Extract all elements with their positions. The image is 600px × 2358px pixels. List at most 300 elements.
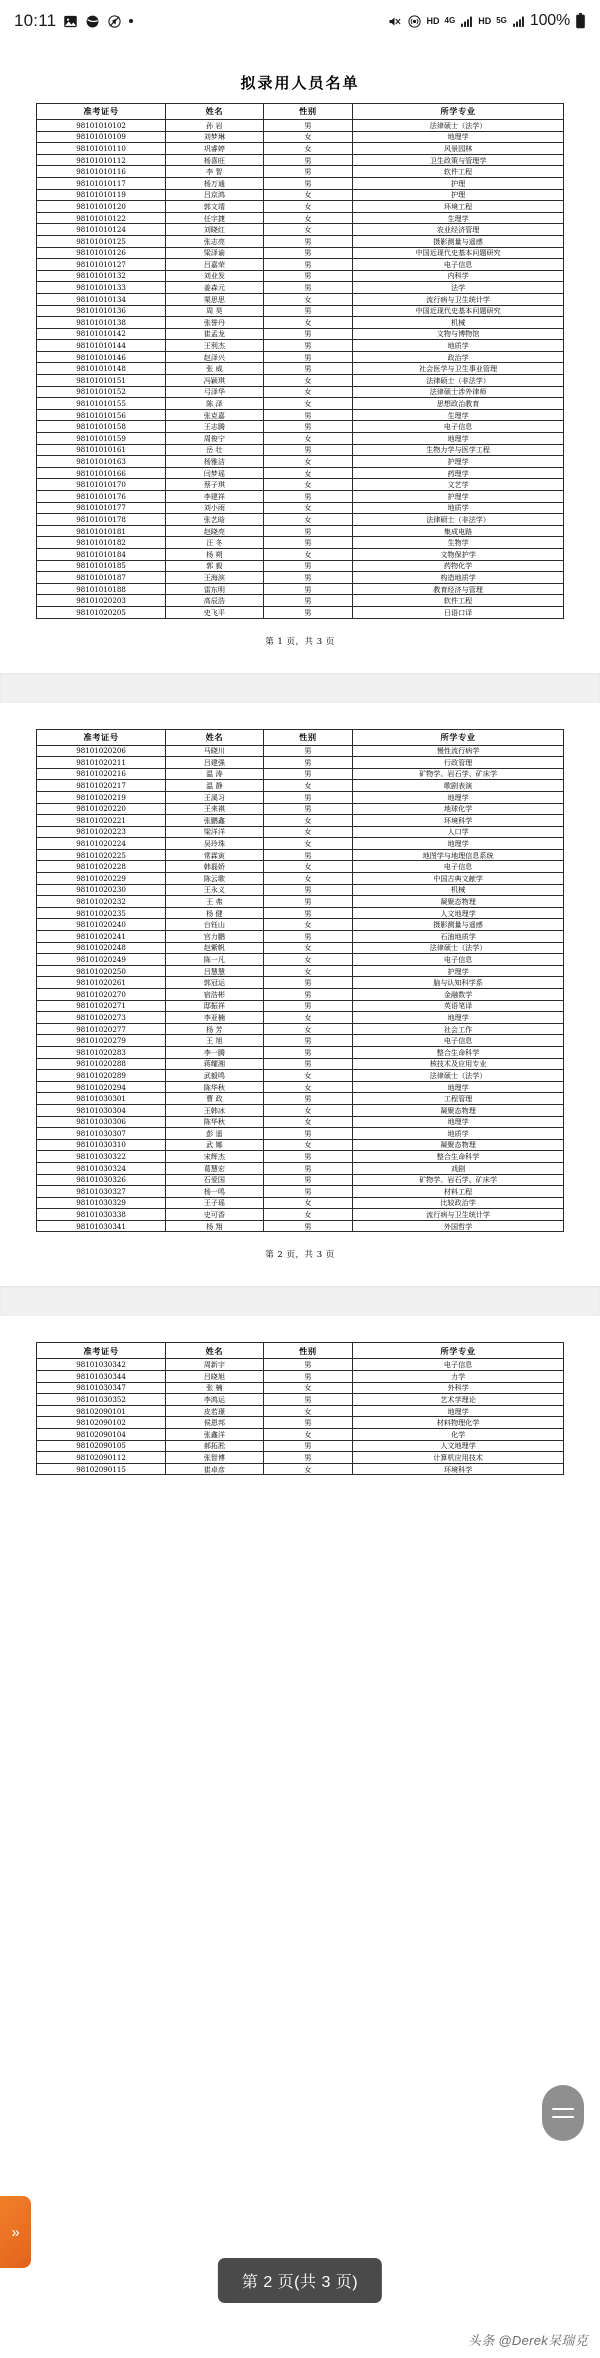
applicant-exam-id: 98101010152	[37, 386, 166, 398]
table-row	[37, 1058, 564, 1070]
table-row	[37, 456, 564, 468]
table-row	[37, 1174, 564, 1186]
applicant-major: 生物学	[353, 537, 564, 549]
applicant-name: 王永义	[166, 884, 263, 896]
table-row	[37, 757, 564, 769]
table-row	[37, 1035, 564, 1047]
table-row	[37, 259, 564, 271]
applicant-major: 计算机应用技术	[353, 1452, 564, 1464]
applicant-exam-id: 98101020203	[37, 595, 166, 607]
applicant-exam-id: 98101010138	[37, 317, 166, 329]
applicant-exam-id: 98101010116	[37, 166, 166, 178]
status-clock: 10:11	[14, 11, 57, 30]
applicant-exam-id: 98101010176	[37, 491, 166, 503]
table-row	[37, 1417, 564, 1429]
applicant-major: 人文地理学	[353, 907, 564, 919]
applicant-gender: 女	[263, 1070, 353, 1082]
applicant-name: 岳 壮	[166, 444, 263, 456]
applicant-exam-id: 98101010122	[37, 212, 166, 224]
applicant-name: 武毅鸣	[166, 1070, 263, 1082]
table-row	[37, 954, 564, 966]
applicant-gender: 男	[263, 791, 353, 803]
applicant-name: 张 楠	[166, 1382, 263, 1394]
applicant-exam-id: 98101010117	[37, 177, 166, 189]
applicant-name: 姜森元	[166, 282, 263, 294]
applicant-major: 地质学	[353, 502, 564, 514]
table-row	[37, 595, 564, 607]
no-sound-icon	[107, 14, 122, 29]
applicant-exam-id: 98101010151	[37, 375, 166, 387]
applicant-gender: 女	[263, 224, 353, 236]
applicant-major: 法学	[353, 282, 564, 294]
applicant-major: 地理学	[353, 791, 564, 803]
applicant-gender: 女	[263, 838, 353, 850]
applicant-name: 崔卓彦	[166, 1463, 263, 1475]
table-row	[37, 1359, 564, 1371]
applicant-exam-id: 98101010156	[37, 409, 166, 421]
applicant-gender: 女	[263, 780, 353, 792]
applicant-exam-id: 98102090112	[37, 1452, 166, 1464]
applicant-gender: 男	[263, 421, 353, 433]
applicant-name: 周 昊	[166, 305, 263, 317]
table-row	[37, 560, 564, 572]
applicant-name: 陈一凡	[166, 954, 263, 966]
applicant-major: 地理学	[353, 1012, 564, 1024]
applicant-gender: 男	[263, 606, 353, 618]
table-row	[37, 583, 564, 595]
applicant-major: 法律硕士（法学）	[353, 942, 564, 954]
applicant-exam-id: 98101020232	[37, 896, 166, 908]
applicant-gender: 女	[263, 293, 353, 305]
applicant-gender: 男	[263, 1000, 353, 1012]
5g-signal-icon	[496, 17, 507, 25]
table-header-row	[37, 729, 564, 745]
document-page-2	[0, 703, 600, 1287]
applicant-gender: 男	[263, 803, 353, 815]
applicant-name: 李鸿运	[166, 1394, 263, 1406]
applicant-name: 杨 朔	[166, 548, 263, 560]
applicant-major: 地理学	[353, 433, 564, 445]
table-row	[37, 502, 564, 514]
applicant-exam-id: 98101020270	[37, 989, 166, 1001]
4g-label: 4G	[444, 16, 456, 25]
column-header-name: 姓名	[166, 1343, 263, 1359]
applicant-name: 郭 毅	[166, 560, 263, 572]
table-row	[37, 907, 564, 919]
applicant-name: 赵紫帆	[166, 942, 263, 954]
applicant-name: 吕晓旭	[166, 1371, 263, 1383]
table-row	[37, 212, 564, 224]
dot-icon	[129, 19, 133, 23]
applicant-gender: 女	[263, 201, 353, 213]
table-header-row	[37, 1343, 564, 1359]
applicant-exam-id: 98101020273	[37, 1012, 166, 1024]
column-header-gender: 性别	[263, 104, 353, 120]
applicant-major: 地理学	[353, 1081, 564, 1093]
applicant-name: 刘业发	[166, 270, 263, 282]
applicant-major: 构造地质学	[353, 572, 564, 584]
table-row	[37, 1429, 564, 1441]
table-row	[37, 131, 564, 143]
applicant-major: 地图学与地理信息系统	[353, 849, 564, 861]
applicant-exam-id: 98101010182	[37, 537, 166, 549]
applicant-major: 工程管理	[353, 1093, 564, 1105]
applicant-gender: 男	[263, 572, 353, 584]
table-row	[37, 1162, 564, 1174]
table-row	[37, 235, 564, 247]
applicant-gender: 女	[263, 548, 353, 560]
applicant-exam-id: 98101020279	[37, 1035, 166, 1047]
applicant-exam-id: 98101010181	[37, 525, 166, 537]
applicant-name: 吕慧慧	[166, 965, 263, 977]
table-row	[37, 931, 564, 943]
applicant-gender: 男	[263, 305, 353, 317]
applicant-major: 风景园林	[353, 143, 564, 155]
table-row	[37, 919, 564, 931]
applicant-gender: 女	[263, 873, 353, 885]
applicant-name: 史可香	[166, 1209, 263, 1221]
applicant-name: 马晓川	[166, 745, 263, 757]
applicant-gender: 女	[263, 375, 353, 387]
table-row	[37, 803, 564, 815]
applicant-major: 整合生命科学	[353, 1046, 564, 1058]
applicant-exam-id: 98101020294	[37, 1081, 166, 1093]
hd-icon: HD	[426, 15, 440, 26]
applicant-name: 王来祺	[166, 803, 263, 815]
applicant-name: 宿浩彬	[166, 989, 263, 1001]
applicant-gender: 男	[263, 491, 353, 503]
applicant-exam-id: 98102090104	[37, 1429, 166, 1441]
applicant-major: 生物力学与医学工程	[353, 444, 564, 456]
applicant-gender: 男	[263, 537, 353, 549]
applicant-gender: 男	[263, 1046, 353, 1058]
applicant-exam-id: 98101030310	[37, 1139, 166, 1151]
applicant-exam-id: 98101030347	[37, 1382, 166, 1394]
applicant-exam-id: 98101010177	[37, 502, 166, 514]
applicant-major: 日语口译	[353, 606, 564, 618]
applicant-exam-id: 98101030307	[37, 1128, 166, 1140]
applicant-major: 文物保护学	[353, 548, 564, 560]
applicant-major: 地质学	[353, 340, 564, 352]
applicant-name: 王志腾	[166, 421, 263, 433]
applicant-major: 中国近现代史基本问题研究	[353, 305, 564, 317]
applicant-name: 陈华秋	[166, 1081, 263, 1093]
applicant-major: 艺术学理论	[353, 1394, 564, 1406]
table-row	[37, 189, 564, 201]
table-row	[37, 409, 564, 421]
applicant-exam-id: 98101010178	[37, 514, 166, 526]
status-bar-left	[14, 11, 133, 31]
applicant-gender: 男	[263, 1440, 353, 1452]
table-row	[37, 849, 564, 861]
applicant-name: 刘梦琳	[166, 131, 263, 143]
table-row	[37, 791, 564, 803]
applicant-gender: 女	[263, 212, 353, 224]
applicant-gender: 男	[263, 1417, 353, 1429]
applicant-gender: 女	[263, 1139, 353, 1151]
applicant-exam-id: 98101010133	[37, 282, 166, 294]
applicant-gender: 男	[263, 351, 353, 363]
applicant-exam-id: 98101010148	[37, 363, 166, 375]
applicant-major: 地理学	[353, 1405, 564, 1417]
table-row	[37, 1128, 564, 1140]
page-2-footer: 第 2 页，共 3 页	[265, 1250, 335, 1261]
table-row	[37, 154, 564, 166]
applicant-exam-id: 98101010184	[37, 548, 166, 560]
applicant-name: 吕建强	[166, 757, 263, 769]
applicant-exam-id: 98101030344	[37, 1371, 166, 1383]
applicant-name: 台钰山	[166, 919, 263, 931]
applicant-major: 文艺学	[353, 479, 564, 491]
applicant-exam-id: 98101020216	[37, 768, 166, 780]
page-separator-2	[0, 1286, 600, 1316]
applicant-major: 法律硕士（法学）	[353, 1070, 564, 1082]
table-row	[37, 1405, 564, 1417]
applicant-exam-id: 98101020205	[37, 606, 166, 618]
applicant-gender: 女	[263, 1012, 353, 1024]
applicant-exam-id: 98101020229	[37, 873, 166, 885]
4g-signal-icon	[445, 17, 456, 25]
applicant-name: 彭 遥	[166, 1128, 263, 1140]
applicant-exam-id: 98101030326	[37, 1174, 166, 1186]
table-row	[37, 328, 564, 340]
applicant-major: 社会医学与卫生事业管理	[353, 363, 564, 375]
applicant-exam-id: 98101020228	[37, 861, 166, 873]
applicant-major: 护理	[353, 177, 564, 189]
applicant-name: 高辰浩	[166, 595, 263, 607]
applicant-major: 文物与博物馆	[353, 328, 564, 340]
table-row	[37, 1151, 564, 1163]
applicant-exam-id: 98101020230	[37, 884, 166, 896]
applicant-name: 冯颖琪	[166, 375, 263, 387]
applicant-exam-id: 98101010126	[37, 247, 166, 259]
table-row	[37, 768, 564, 780]
applicant-name: 王 旭	[166, 1035, 263, 1047]
applicant-gender: 男	[263, 931, 353, 943]
applicant-name: 杨万通	[166, 177, 263, 189]
applicant-name: 张克嘉	[166, 409, 263, 421]
table-row	[37, 826, 564, 838]
applicant-gender: 男	[263, 1151, 353, 1163]
table-row	[37, 1012, 564, 1024]
applicant-gender: 男	[263, 989, 353, 1001]
table-row	[37, 270, 564, 282]
applicant-major: 政治学	[353, 351, 564, 363]
applicant-major: 外国哲学	[353, 1220, 564, 1232]
table-row	[37, 838, 564, 850]
applicant-name: 张鹏鑫	[166, 815, 263, 827]
document-viewer[interactable]	[0, 42, 600, 1475]
table-body-page-2	[37, 745, 564, 1232]
applicant-major: 农业经济管理	[353, 224, 564, 236]
applicant-major: 法律硕士（非法学）	[353, 375, 564, 387]
page-1-footer: 第 1 页，共 3 页	[265, 636, 335, 647]
applicant-exam-id: 98101010188	[37, 583, 166, 595]
side-drawer-toggle[interactable]	[0, 2196, 31, 2268]
applicant-gender: 女	[263, 1209, 353, 1221]
5g-label: 5G	[496, 16, 507, 25]
applicant-name: 蒋耀湘	[166, 1058, 263, 1070]
table-row	[37, 351, 564, 363]
table-row	[37, 884, 564, 896]
applicant-gender: 女	[263, 954, 353, 966]
applicant-name: 常霖寅	[166, 849, 263, 861]
applicant-name: 石爱国	[166, 1174, 263, 1186]
applicant-name: 赵晓亮	[166, 525, 263, 537]
status-bar	[0, 0, 600, 42]
applicant-name: 李亚楠	[166, 1012, 263, 1024]
table-row	[37, 965, 564, 977]
document-page-3	[0, 1316, 600, 1475]
applicant-major: 整合生命科学	[353, 1151, 564, 1163]
applicant-gender: 女	[263, 317, 353, 329]
floating-menu-button[interactable]	[542, 2085, 584, 2141]
applicant-major: 电子信息	[353, 861, 564, 873]
hd-icon-2: HD	[478, 15, 492, 26]
table-row	[37, 398, 564, 410]
applicant-name: 王海滨	[166, 572, 263, 584]
applicant-gender: 女	[263, 143, 353, 155]
applicant-gender: 男	[263, 270, 353, 282]
applicant-name: 邸振祥	[166, 1000, 263, 1012]
applicant-table-page-2	[36, 729, 564, 1233]
applicant-gender: 男	[263, 1220, 353, 1232]
applicant-gender: 女	[263, 386, 353, 398]
applicant-major: 力学	[353, 1371, 564, 1383]
applicant-major: 摄影测量与遥感	[353, 919, 564, 931]
table-row	[37, 1023, 564, 1035]
applicant-name: 张智博	[166, 1452, 263, 1464]
applicant-gender: 女	[263, 815, 353, 827]
applicant-major: 软件工程	[353, 595, 564, 607]
applicant-gender: 男	[263, 1394, 353, 1406]
applicant-major: 地理学	[353, 131, 564, 143]
table-body-page-3	[37, 1359, 564, 1475]
battery-percent: 100%	[529, 12, 570, 29]
applicant-name: 蔡子琪	[166, 479, 263, 491]
applicant-gender: 男	[263, 1093, 353, 1105]
applicant-exam-id: 98101030322	[37, 1151, 166, 1163]
applicant-gender: 男	[263, 884, 353, 896]
applicant-exam-id: 98101030304	[37, 1104, 166, 1116]
page-title: 拟录用人员名单	[240, 74, 360, 92]
applicant-exam-id: 98101030324	[37, 1162, 166, 1174]
applicant-exam-id: 98101010146	[37, 351, 166, 363]
applicant-major: 凝聚态物理	[353, 896, 564, 908]
applicant-major: 电子信息	[353, 421, 564, 433]
applicant-name: 吕京鸿	[166, 189, 263, 201]
applicant-name: 梁洋洋	[166, 826, 263, 838]
applicant-gender: 女	[263, 433, 353, 445]
applicant-gender: 女	[263, 1023, 353, 1035]
applicant-gender: 男	[263, 154, 353, 166]
table-row	[37, 421, 564, 433]
applicant-name: 陈华秋	[166, 1116, 263, 1128]
applicant-exam-id: 98101020225	[37, 849, 166, 861]
table-row	[37, 1197, 564, 1209]
applicant-major: 电子信息	[353, 954, 564, 966]
table-row	[37, 201, 564, 213]
chevron-double-right-icon: »	[11, 2223, 20, 2241]
applicant-exam-id: 98101010124	[37, 224, 166, 236]
applicant-major: 地球化学	[353, 803, 564, 815]
applicant-major: 机械	[353, 317, 564, 329]
applicant-gender: 男	[263, 1186, 353, 1198]
applicant-gender: 男	[263, 560, 353, 572]
applicant-gender: 男	[263, 768, 353, 780]
applicant-name: 王溪习	[166, 791, 263, 803]
applicant-major: 人口学	[353, 826, 564, 838]
table-row	[37, 861, 564, 873]
applicant-exam-id: 98101010158	[37, 421, 166, 433]
applicant-name: 栗思思	[166, 293, 263, 305]
applicant-name: 张鑫洋	[166, 1429, 263, 1441]
applicant-name: 赵泽兴	[166, 351, 263, 363]
applicant-exam-id: 98101010166	[37, 467, 166, 479]
applicant-major: 护理学	[353, 456, 564, 468]
applicant-major: 电子信息	[353, 1035, 564, 1047]
applicant-name: 史飞平	[166, 606, 263, 618]
applicant-name: 杨 芳	[166, 1023, 263, 1035]
applicant-exam-id: 98101020250	[37, 965, 166, 977]
applicant-exam-id: 98101020240	[37, 919, 166, 931]
table-row	[37, 293, 564, 305]
applicant-major: 生理学	[353, 409, 564, 421]
applicant-major: 地理学	[353, 1116, 564, 1128]
table-row	[37, 143, 564, 155]
applicant-name: 韩磊娇	[166, 861, 263, 873]
applicant-major: 中国近现代史基本问题研究	[353, 247, 564, 259]
table-row	[37, 548, 564, 560]
applicant-major: 慢性流行病学	[353, 745, 564, 757]
applicant-exam-id: 98102090102	[37, 1417, 166, 1429]
applicant-major: 脑与认知科学系	[353, 977, 564, 989]
applicant-gender: 女	[263, 919, 353, 931]
applicant-gender: 男	[263, 907, 353, 919]
applicant-exam-id: 98101030327	[37, 1186, 166, 1198]
applicant-major: 矿物学、岩石学、矿床学	[353, 768, 564, 780]
column-header-gender: 性别	[263, 1343, 353, 1359]
applicant-exam-id: 98101020241	[37, 931, 166, 943]
table-row	[37, 1382, 564, 1394]
applicant-gender: 女	[263, 467, 353, 479]
applicant-exam-id: 98101020221	[37, 815, 166, 827]
applicant-name: 杨 健	[166, 907, 263, 919]
applicant-name: 杨一鸣	[166, 1186, 263, 1198]
applicant-name: 王子瑶	[166, 1197, 263, 1209]
table-row	[37, 1440, 564, 1452]
applicant-major: 外科学	[353, 1382, 564, 1394]
table-row	[37, 375, 564, 387]
applicant-gender: 男	[263, 583, 353, 595]
applicant-gender: 男	[263, 259, 353, 271]
applicant-major: 地质学	[353, 1128, 564, 1140]
applicant-major: 环境科学	[353, 815, 564, 827]
table-row	[37, 317, 564, 329]
applicant-major: 地理学	[353, 838, 564, 850]
applicant-name: 崔孟龙	[166, 328, 263, 340]
table-row	[37, 606, 564, 618]
applicant-gender: 女	[263, 456, 353, 468]
applicant-major: 机械	[353, 884, 564, 896]
table-row	[37, 1104, 564, 1116]
applicant-gender: 男	[263, 1162, 353, 1174]
applicant-table-page-3	[36, 1342, 564, 1475]
table-row	[37, 467, 564, 479]
table-row	[37, 444, 564, 456]
applicant-exam-id: 98101010112	[37, 154, 166, 166]
applicant-gender: 男	[263, 177, 353, 189]
